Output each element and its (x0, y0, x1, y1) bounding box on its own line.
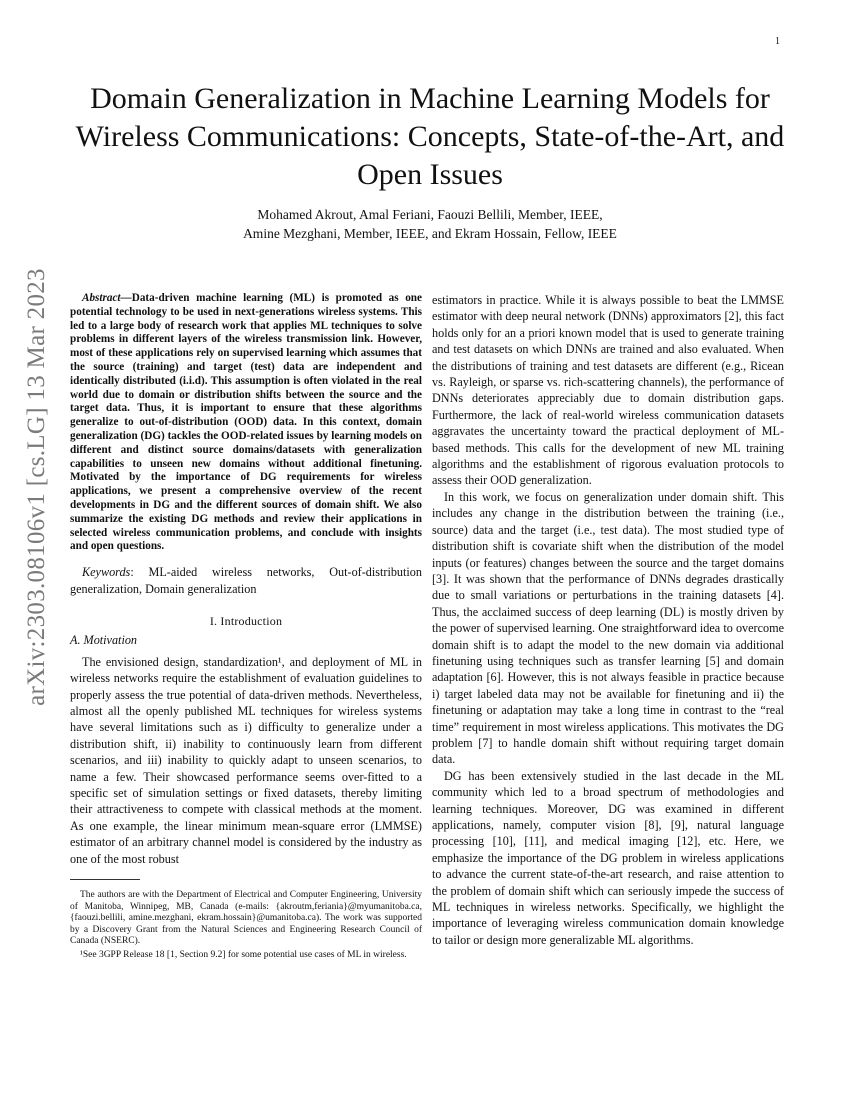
abstract-text: Data-driven machine learning (ML) is promoted as one potential technology to be used in next-generations wireless systems. This led to a large body of research work that applies ML techniques to solve problems in different layers of the wireless transmission link. However, most of these applications rely on supervised learning which assumes that the source (training) and target (test) data are independent and identically distributed (i.i.d). This assumption is often violated in the real world due to domain or distribution shifts between the source and the target data. Thus, it is important to ensure that these algorithms generalize to out-of-distribution (OOD) data. In this context, domain generalization (DG) tackles the OOD-related issues by learning models on different and distinct source domains/datasets with generalization capabilities to unseen new domains without additional finetuning. Motivated by the importance of DG requirements for wireless applications, we present a comprehensive overview of the recent developments in DG and the different sources of domain shift. We also summarize the existing DG methods and review their applications in selected wireless communication problems, and conclude with insights and open questions. (70, 292, 422, 553)
abstract (70, 292, 422, 554)
authors-line-1: Mohamed Akrout, Amal Feriani, Faouzi Bellili, Member, IEEE, (257, 207, 603, 222)
body-paragraph: The envisioned design, standardization¹, and deployment of ML in wireless networks require the establishment of evaluation guidelines to properly assess the true potential of data-driven methods. Nevertheless, almost all the openly published ML techniques for wireless systems have several limitations such as i) difficulty to generalize under a distribution shift, ii) inability to continuously learn from different scenarios, and iii) inability to quickly adapt to unseen scenarios, to name a few. Their showcased performance seems over-fitted to a specific set of simulation settings or fixed datasets, thereby limiting their attractiveness to compete with classical methods at the moment. As one example, the linear minimum mean-square error (LMMSE) estimator of an arbitrary channel model is considered by the industry as one of the most robust (70, 654, 422, 866)
section-heading: I. Introduction (209, 613, 283, 628)
abstract-label: Abstract— (82, 292, 132, 304)
body-paragraph: estimators in practice. While it is always possible to beat the LMMSE estimator with deep neural network (DNNs) approximators [2], this fact holds only for an a priori known model that is used to generate training and test datasets on which DNNs are trained and also evaluated. When the distributions of training and test datasets are different (e.g., Ricean vs. Rayleigh, or sparse vs. rich-scattering channels), the performance of DNNs deteriorates appreciably due to domain distribution gaps. Furthermore, the lack of real-world wireless communication datasets aggravates the uncertainty toward the practical deployment of ML-based methods. This calls for the development of new ML training algorithms and the establishment of rigorous evaluation protocols to assess their OOD generalization. (432, 293, 784, 488)
keywords-label: Keywords (82, 565, 131, 580)
footnote-1: ¹See 3GPP Release 18 [1, Section 9.2] for some potential use cases of ML in wireless. (80, 950, 407, 961)
subsection-heading: A. Motivation (70, 633, 138, 648)
left-column (70, 292, 422, 964)
footnotes (70, 890, 422, 962)
right-column (432, 292, 784, 948)
paper-title: Domain Generalization in Machine Learning Models for Wireless Communications: Concepts, State-of-the-Art, and Open Issues (75, 82, 785, 191)
body-paragraph: In this work, we focus on generalization under domain shift. This includes any change in the distribution between the training (i.e., source) data and the target (i.e., test data). The most studied type of distribution shift is covariate shift when the distribution of the model inputs (or features) changes between the source and the target domains [3]. It was shown that the performance of DNNs degrades drastically due to small variations or perturbations in the training datasets [4]. Thus, the acclaimed success of deep learning (DL) is mostly driven by the power of supervised learning. One straightforward idea to overcome domain shift is to adapt the model to the new domain via additional finetuning using techniques such as transfer learning [5] and domain adaptation [6]. However, this is not always feasible in practice because i) target labeled data may not be available for finetuning and ii) the finetuning or adaptation may take a long time in contrast to the “real time” requirement in most wireless applications. This motivates the DG problem [7] to handle domain shift without requiring target domain data. (432, 489, 784, 767)
footnote-rule (70, 879, 140, 880)
authors-line-2: Amine Mezghani, Member, IEEE, and Ekram Hossain, Fellow, IEEE (243, 226, 617, 241)
author-list (60, 205, 800, 243)
body-paragraph: DG has been extensively studied in the last decade in the ML community which led to a broad spectrum of methodologies and learning techniques. Moreover, DG was examined in different applications, namely, computer vision [8], [9], natural language processing [10], [11], and medical imaging [12], etc. Here, we emphasize the importance of the DG problem in wireless applications to advance the current state-of-the-art research, and raise attention to the problem of domain shift which can seriously impede the success of ML techniques in wireless networks. Specifically, we highlight the importance of leveraging wireless communication domain knowledge to tailor or design more generalizable ML algorithms. (432, 768, 784, 947)
footnote-authors: The authors are with the Department of Electrical and Computer Engineering, University of Manitoba, Winnipeg, MB, Canada (e-mails: {akroutm,feriania}@myumanitoba.ca, {faouzi.bellili, amine.mezghani, ekram.hossain}@umanitoba.ca). The work was supported by a Discovery Grant from the Natural Sciences and Engineering Research Council of Canada (NSERC). (70, 890, 422, 947)
keywords (70, 564, 422, 597)
keywords-text: : ML-aided wireless networks, Out-of-distribution generalization, Domain generalization (70, 565, 422, 596)
page-number: 1 (775, 36, 780, 47)
arxiv-id: arXiv:2303.08106v1 [cs.LG] 13 Mar 2023 (23, 268, 50, 706)
arxiv-stamp (8, 268, 66, 706)
